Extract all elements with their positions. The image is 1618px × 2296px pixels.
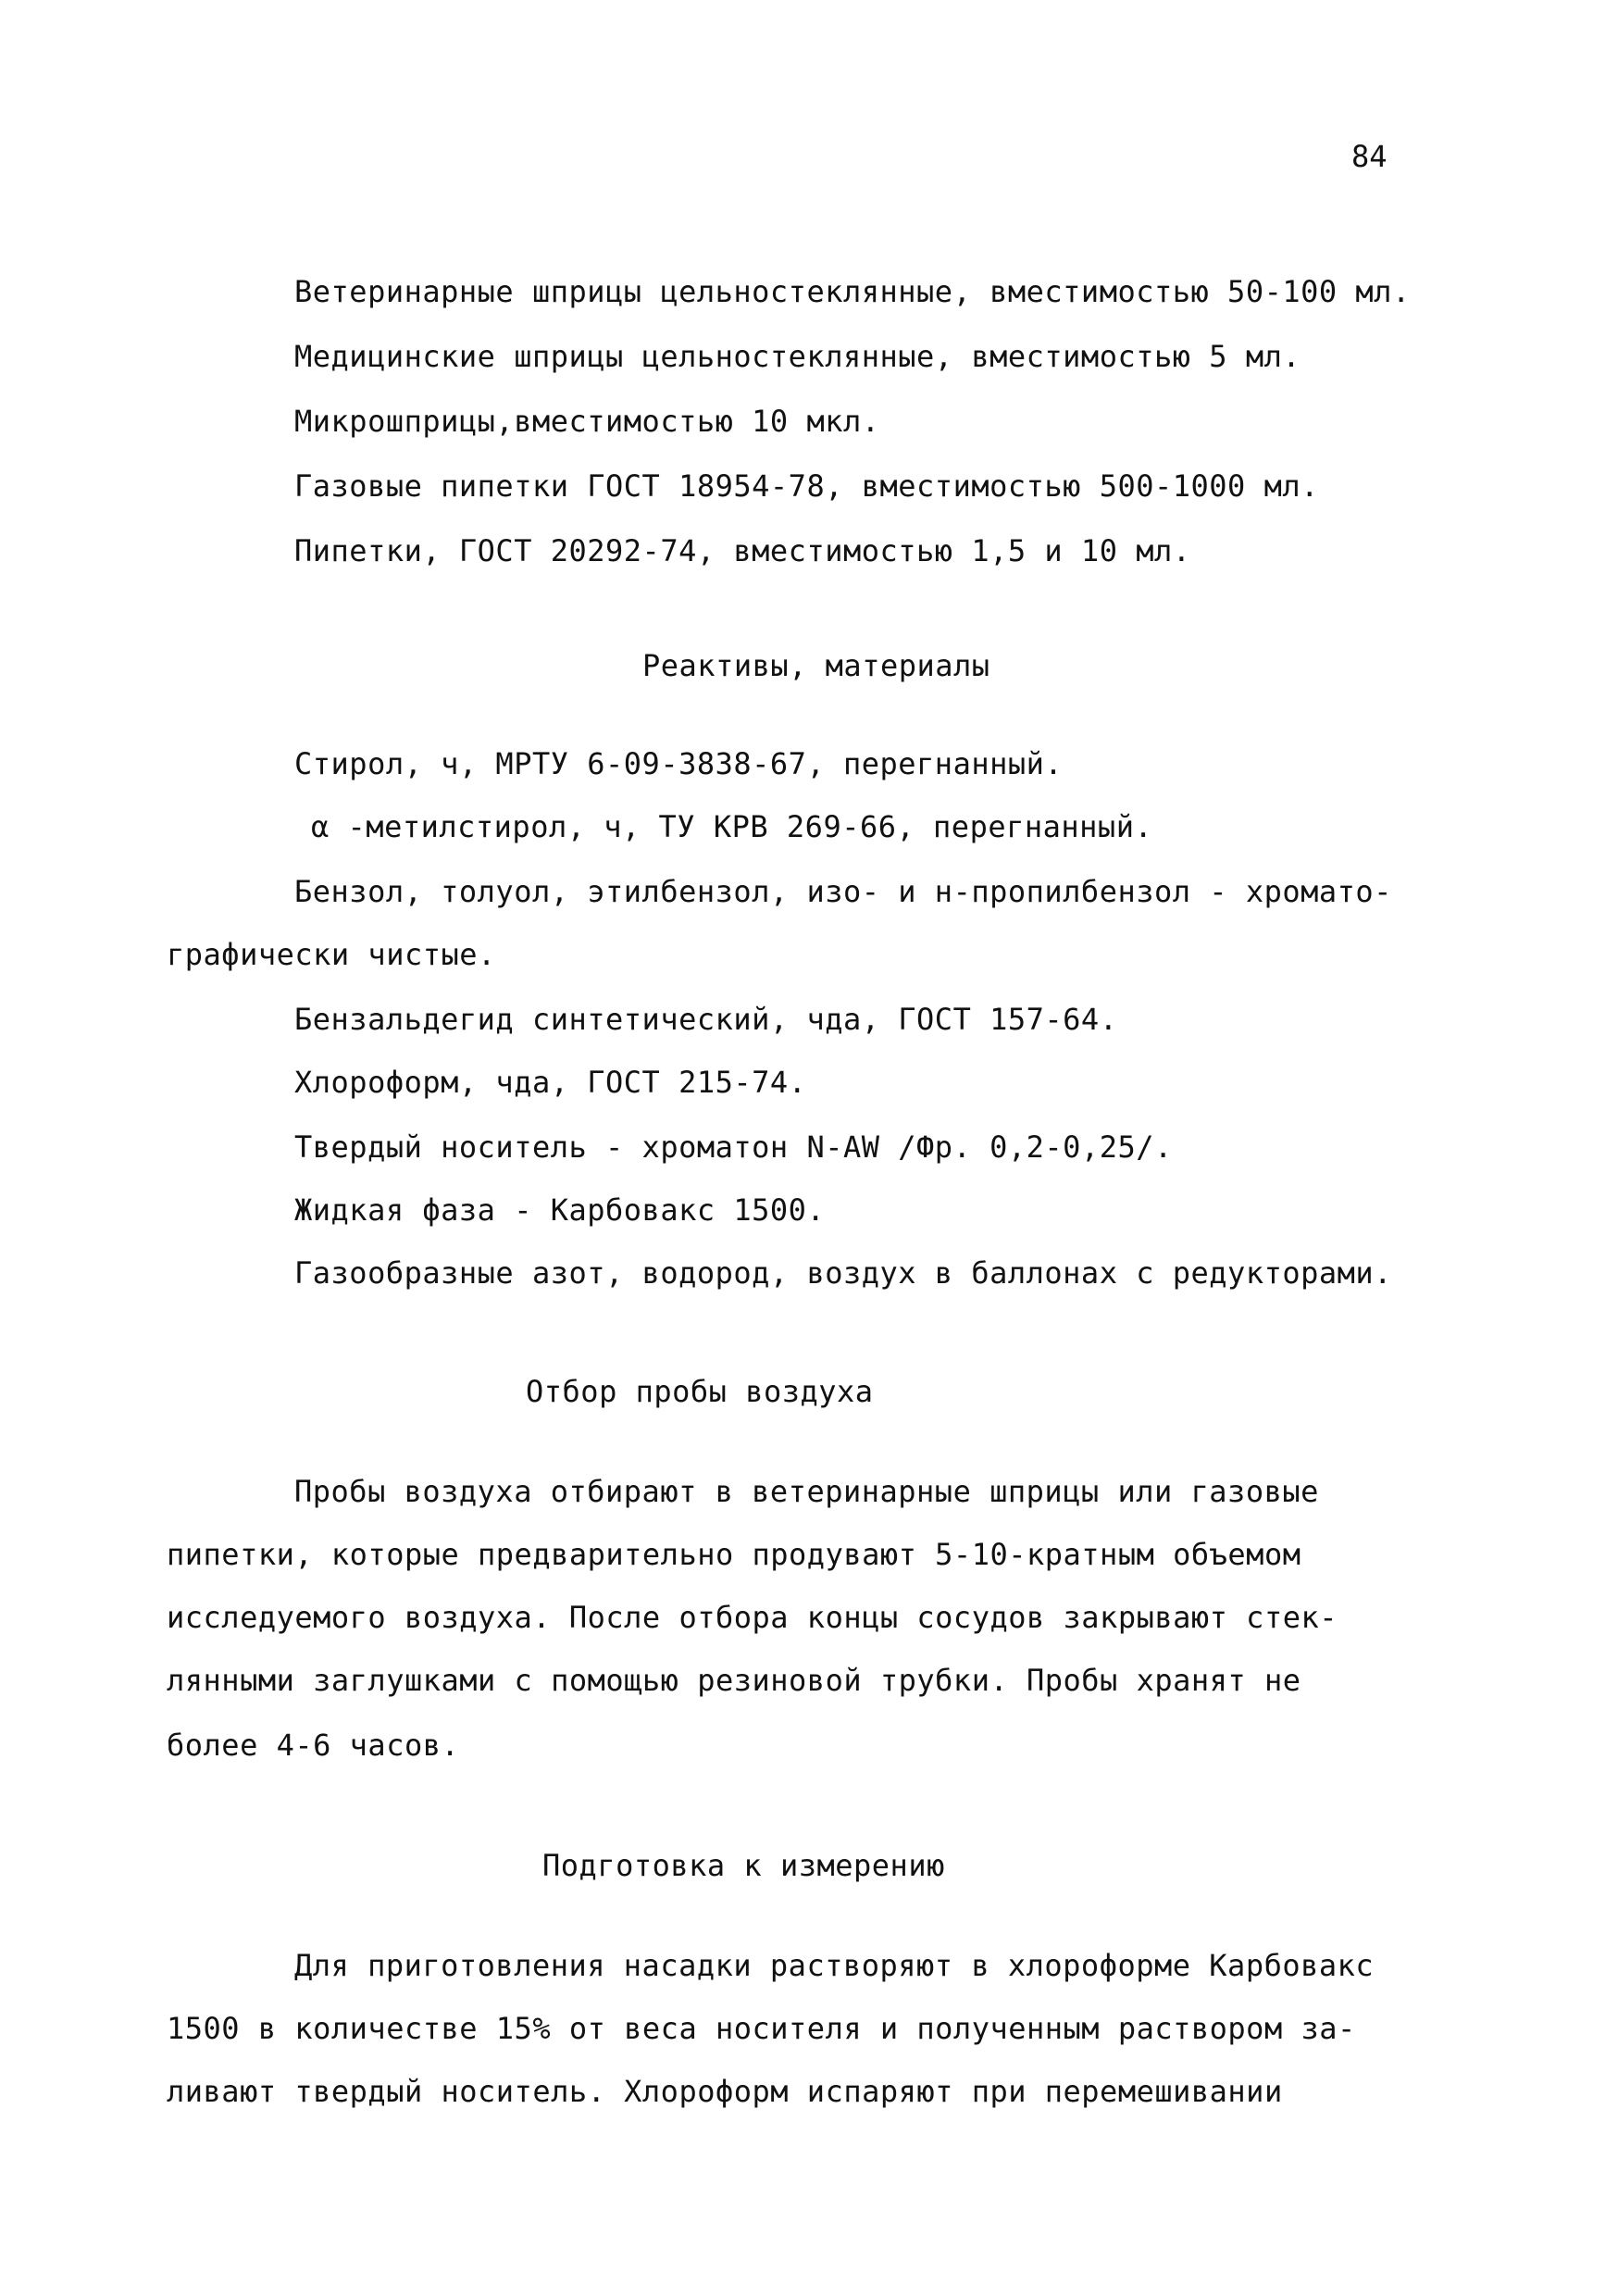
preparation-line: 1500 в количестве 15% от веса носителя и полученным раствором за-	[167, 2011, 1356, 2046]
sampling-line: исследуемого воздуха. После отбора концы сосудов закрывают стек-	[167, 1600, 1338, 1635]
sampling-line: пипетки, которые предварительно продувают 5-10-кратным объемом	[167, 1537, 1301, 1572]
page-number: 84	[1351, 139, 1388, 174]
reagent-line: Бензальдегид синтетический, чда, ГОСТ 157-64.	[294, 1002, 1118, 1037]
reagent-line: Бензол, толуол, этилбензол, изо- и н-пропилбензол - хромато-	[294, 874, 1392, 909]
equipment-line: Медицинские шприцы цельностеклянные, вместимостью 5 мл.	[294, 339, 1301, 374]
reagent-line: Твердый носитель - хроматон N-AW /Фр. 0,2-0,25/.	[294, 1129, 1173, 1165]
section-heading-reagents: Реактивы, материалы	[642, 648, 990, 683]
reagent-line: Жидкая фаза - Карбовакс 1500.	[294, 1192, 826, 1228]
preparation-line: ливают твердый носитель. Хлороформ испаряют при перемешивании	[167, 2074, 1283, 2109]
equipment-line: Ветеринарные шприцы цельностеклянные, вместимостью 50-100 мл.	[294, 274, 1411, 309]
equipment-line: Пипетки, ГОСТ 20292-74, вместимостью 1,5 и 10 мл.	[294, 533, 1191, 568]
sampling-line: более 4-6 часов.	[167, 1728, 460, 1763]
section-heading-preparation: Подготовка к измерению	[542, 1848, 945, 1883]
reagent-line: Стирол, ч, МРТУ 6-09-3838-67, перегнанный.	[294, 746, 1064, 781]
preparation-line: Для приготовления насадки растворяют в хлороформе Карбовакс	[294, 1948, 1375, 1983]
section-heading-sampling: Отбор пробы воздуха	[526, 1374, 874, 1409]
reagent-line: Хлороформ, чда, ГОСТ 215-74.	[294, 1065, 807, 1100]
equipment-line: Газовые пипетки ГОСТ 18954-78, вместимостью 500-1000 мл.	[294, 468, 1319, 504]
equipment-line: Микрошприцы,вместимостью 10 мкл.	[294, 404, 880, 439]
sampling-line: лянными заглушками с помощью резиновой трубки. Пробы хранят не	[167, 1663, 1301, 1698]
sampling-line: Пробы воздуха отбирают в ветеринарные шприцы или газовые	[294, 1474, 1319, 1509]
reagent-line: графически чистые.	[167, 937, 496, 972]
reagent-line: Газообразные азот, водород, воздух в баллонах с редукторами.	[294, 1255, 1392, 1291]
reagent-line: ⍺ -метилстирол, ч, ТУ КРВ 269-66, перегнанный.	[311, 809, 1153, 844]
